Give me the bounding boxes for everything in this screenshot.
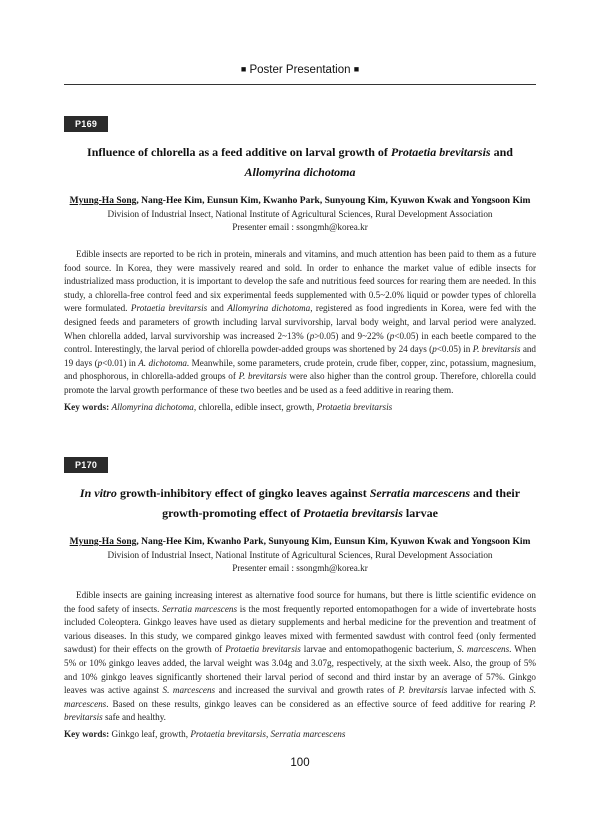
- italic-run: P. brevitarsis: [64, 698, 536, 723]
- italic-run: In vitro: [79, 486, 117, 500]
- italic-run: S. marcescens: [64, 685, 536, 709]
- italic-run: Serratia marcescens: [369, 486, 471, 500]
- italic-run: Allomyrina dichotoma: [244, 165, 356, 179]
- text-run: is the most frequently reported entomopathogen for a wide of invertebrate hosts included Coleoptera. Ginkgo leaves have used as dietary supplements and herbal medicine for the prevention and treatment of various diseases. In this study, we compared ginkgo leaves mixed with fermented sawdust with control feed (only fermented sawdust) for their effects on the growth of: [64, 603, 536, 655]
- italic-run: P. brevitarsis: [472, 344, 521, 355]
- square-bullet-icon: ■: [353, 64, 360, 74]
- italic-run: p: [389, 330, 395, 341]
- page-number: 100: [290, 757, 310, 769]
- author-list: [64, 195, 536, 208]
- italic-run: Allomyrina dichotoma: [227, 303, 311, 314]
- italic-run: Protaetia brevitarsis: [390, 145, 491, 159]
- italic-run: Protaetia brevitarsis: [303, 506, 403, 520]
- text-run: ,: [265, 728, 271, 739]
- text-run: . When 5% or 10% ginkgo leaves added, the larval weight was 3.04g and 3.07g, respectively, at the sixth week. Also, the group of 5% and 10% ginkgo leaves significantly shortened their larval period of second and third instar by an average of 57%. Ginkgo leaves was active against: [64, 644, 537, 696]
- italic-run: Protaetia brevitarsis: [130, 303, 208, 314]
- italic-run: A. dichotoma.: [138, 357, 190, 368]
- presenter-email: Presenter email : ssongmh@korea.kr: [232, 563, 368, 573]
- author-list: [64, 536, 536, 549]
- running-header: [64, 64, 536, 76]
- italic-run: S. marcescens: [457, 644, 510, 655]
- text-run: safe and healthy.: [102, 712, 166, 723]
- abstract-title: [64, 142, 536, 182]
- text-run: Ginkgo leaf, growth,: [109, 728, 191, 739]
- italic-run: Protaetia brevitarsis: [190, 728, 266, 739]
- text-run: Influence of chlorella as a feed additive on larval growth of: [87, 145, 391, 159]
- text-run: larvae and entomopathogenic bacterium,: [300, 644, 458, 655]
- italic-run: p: [309, 330, 315, 341]
- poster-id-badge: P169: [64, 116, 108, 132]
- keywords: [64, 728, 536, 742]
- text-run: , chlorella, edible insect, growth,: [193, 401, 317, 412]
- italic-run: S. marcescens: [162, 685, 216, 696]
- square-bullet-icon: ■: [240, 64, 247, 74]
- keywords-list: [109, 729, 345, 739]
- abstract-p170: [64, 455, 536, 742]
- abstract-body: [64, 248, 536, 398]
- italic-run: Serratia marcescens: [270, 728, 346, 739]
- italic-run: p: [97, 357, 103, 368]
- keywords-label: Key words:: [64, 401, 110, 412]
- abstract-body: [64, 589, 536, 725]
- affiliation: Division of Industrial Insect, National Institute of Agricultural Sciences, Rural Development Association: [107, 550, 493, 560]
- text-run: and increased the survival and growth rates of: [215, 685, 399, 696]
- text-run: were also higher than the control group. Therefore, chlorella could promote the larval growth performance of these two beetles and be used as a feed additive in rearing them.: [64, 371, 536, 395]
- abstract-p169: [64, 114, 536, 414]
- italic-run: P. brevitarsis: [398, 685, 448, 696]
- keywords-list: [109, 402, 392, 412]
- keywords-label: Key words:: [64, 728, 110, 739]
- co-authors: , Nang-Hee Kim, Eunsun Kim, Kwanho Park, Sunyoung Kim, Kyuwon Kwak and Yongsoon Kim: [136, 196, 531, 206]
- italic-run: Protaetia brevitarsis: [225, 644, 301, 655]
- italic-run: Protaetia brevitarsis: [316, 401, 393, 412]
- affiliation: Division of Industrial Insect, National Institute of Agricultural Sciences, Rural Development Association: [107, 209, 493, 219]
- text-run: >0.05) and 9~22% (: [314, 330, 390, 341]
- text-run: , registered as food ingredients in Korea, were fed with the designed feeds and parameters of growth including larval survivorship, larval body weight, and larval period were analyzed. When chlorella added, larval survivorship was increased 2~13% (: [64, 303, 536, 341]
- italic-run: P. brevitarsis: [238, 371, 287, 382]
- italic-run: Serratia marcescens: [162, 603, 237, 614]
- text-run: and their growth-promoting effect of: [162, 486, 521, 520]
- text-run: and: [207, 303, 228, 314]
- keywords: [64, 401, 536, 415]
- header-divider: [64, 84, 536, 85]
- text-run: larvae: [402, 506, 438, 520]
- text-run: larvae infected with: [447, 685, 530, 696]
- presenter-email: Presenter email : ssongmh@korea.kr: [232, 222, 368, 232]
- poster-id-badge: P170: [64, 457, 108, 473]
- italic-run: Allomyrina dichotoma: [111, 401, 194, 412]
- text-run: <0.05) in: [436, 344, 473, 355]
- text-run: . Based on these results, ginkgo leaves can be considered as an effective source of feed additive for rearing: [106, 698, 530, 709]
- text-run: Meanwhile, some parameters, crude protein, crude fiber, copper, zinc, potassium, magnesium, and phosphorous, in chlorella-added groups of: [64, 357, 536, 382]
- presenting-author: Myung-Ha Song: [69, 537, 137, 547]
- header-label: Poster Presentation: [249, 64, 351, 76]
- presenting-author: Myung-Ha Song: [69, 196, 137, 206]
- text-run: Edible insects are gaining increasing interest as alternative food source for humans, but there is little scientific evidence on the food safety of insects.: [64, 590, 536, 614]
- co-authors: , Nang-Hee Kim, Kwanho Park, Sunyoung Kim, Eunsun Kim, Kyuwon Kwak and Yongsoon Kim: [136, 537, 531, 547]
- abstract-title: [64, 483, 536, 523]
- text-run: and 19 days (: [64, 344, 536, 368]
- text-run: growth-inhibitory effect of gingko leaves against: [116, 486, 370, 500]
- italic-run: p: [432, 344, 437, 355]
- text-run: <0.05) in each beetle compared to the control. Interestingly, the larval period of chlorella powder-added groups was shortened by 24 days (: [64, 330, 537, 355]
- text-run: Edible insects are reported to be rich in protein, minerals and vitamins, and much attention has been paid to them as a future food source. In Korea, they were massively reared and sold. In order to enhance the market value of edible insects for industrialized mass production, it is important to develop the safe and nutritious feed sources for rearing them are needed. In this study, a chlorella-free control feed and six experimental feeds supplemented with 0.5~2.0% liquid or powder types of chlorella were formulated.: [64, 249, 536, 314]
- text-run: <0.01) in: [102, 357, 139, 368]
- text-run: and: [490, 145, 513, 159]
